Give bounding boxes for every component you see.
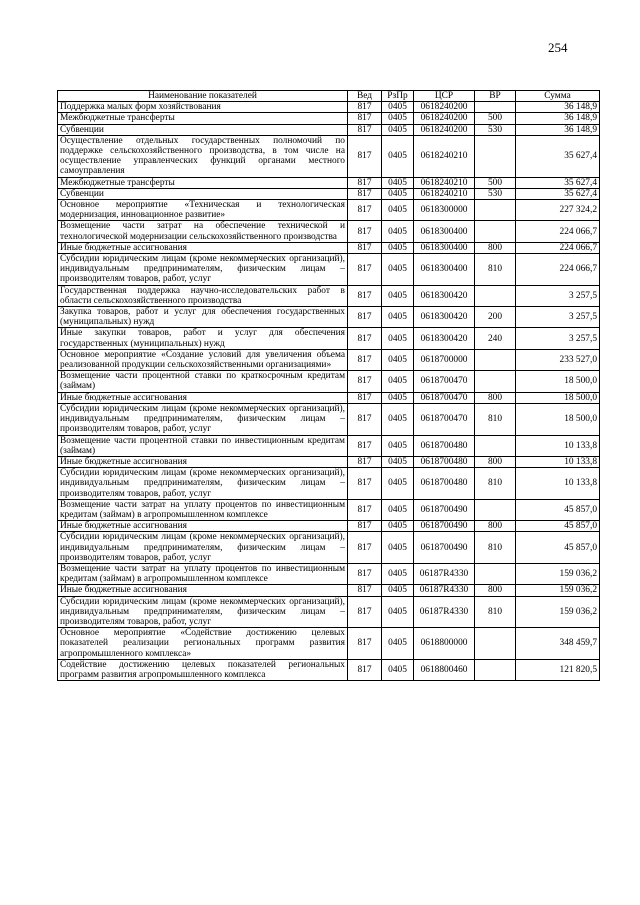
cell-csr: 0618240200: [414, 102, 475, 113]
table-row: [58, 254, 600, 286]
cell-name: Осуществление отдельных государственных полномочий по поддержке сельскохозяйственного производства, в том числе на осуществление управленческих функций органами местного самоуправления: [58, 135, 348, 177]
cell-vr: 810: [475, 254, 516, 286]
cell-csr: 0618700470: [414, 403, 475, 435]
cell-sum: 45 857,0: [516, 499, 600, 520]
cell-ved: 817: [348, 328, 382, 349]
cell-name: Возмещение части затрат на уплату процентов по инвестиционным кредитам (займам) в агропромышленном комплексе: [58, 563, 348, 584]
cell-rzpr: 0405: [382, 521, 414, 532]
cell-name: Возмещение части затрат на обеспечение технической и технологической модернизации сельскохозяйственного производства: [58, 221, 348, 242]
cell-csr: 0618300400: [414, 254, 475, 286]
cell-rzpr: 0405: [382, 285, 414, 306]
cell-vr: 500: [475, 177, 516, 188]
cell-name: Межбюджетные трансферты: [58, 113, 348, 124]
cell-ved: 817: [348, 628, 382, 660]
table-row: [58, 371, 600, 392]
cell-sum: 224 066,7: [516, 254, 600, 286]
table-row: [58, 328, 600, 349]
cell-rzpr: 0405: [382, 349, 414, 370]
col-header-sum: Сумма: [516, 91, 600, 102]
cell-rzpr: 0405: [382, 392, 414, 403]
budget-table: [57, 90, 600, 681]
table-row: [58, 200, 600, 221]
cell-rzpr: 0405: [382, 628, 414, 660]
cell-sum: 10 133,8: [516, 468, 600, 500]
table-row: [58, 221, 600, 242]
cell-vr: 810: [475, 596, 516, 628]
cell-rzpr: 0405: [382, 188, 414, 199]
cell-rzpr: 0405: [382, 371, 414, 392]
cell-name: Иные бюджетные ассигнования: [58, 242, 348, 253]
cell-sum: 348 459,7: [516, 628, 600, 660]
cell-csr: 0618700480: [414, 468, 475, 500]
cell-csr: 0618700470: [414, 392, 475, 403]
cell-ved: 817: [348, 585, 382, 596]
cell-rzpr: 0405: [382, 659, 414, 680]
cell-name: Основное мероприятие «Создание условий для увеличения объема реализованной продукции сельскохозяйственными организациями»: [58, 349, 348, 370]
table-row: [58, 435, 600, 456]
cell-vr: 800: [475, 392, 516, 403]
cell-csr: 0618240200: [414, 113, 475, 124]
cell-name: Субсидии юридическим лицам (кроме некоммерческих организаций), индивидуальным предпринимателям, физическим лицам – производителям товаров, работ, услуг: [58, 254, 348, 286]
cell-sum: 45 857,0: [516, 532, 600, 564]
cell-rzpr: 0405: [382, 499, 414, 520]
cell-csr: 0618700470: [414, 371, 475, 392]
cell-csr: 0618240210: [414, 177, 475, 188]
table-row: [58, 403, 600, 435]
cell-name: Возмещение части процентной ставки по инвестиционным кредитам (займам): [58, 435, 348, 456]
cell-ved: 817: [348, 563, 382, 584]
cell-ved: 817: [348, 532, 382, 564]
table-row: [58, 499, 600, 520]
cell-vr: [475, 102, 516, 113]
cell-vr: [475, 135, 516, 177]
cell-csr: 0618800460: [414, 659, 475, 680]
col-header-vr: ВР: [475, 91, 516, 102]
cell-ved: 817: [348, 221, 382, 242]
cell-vr: 810: [475, 403, 516, 435]
cell-vr: 530: [475, 188, 516, 199]
cell-sum: 36 148,9: [516, 102, 600, 113]
cell-csr: 0618700000: [414, 349, 475, 370]
cell-csr: 0618240210: [414, 135, 475, 177]
cell-vr: [475, 628, 516, 660]
cell-ved: 817: [348, 456, 382, 467]
cell-name: Поддержка малых форм хозяйствования: [58, 102, 348, 113]
cell-vr: [475, 499, 516, 520]
cell-csr: 0618700490: [414, 499, 475, 520]
cell-vr: [475, 349, 516, 370]
cell-csr: 0618240200: [414, 124, 475, 135]
cell-csr: 0618300420: [414, 328, 475, 349]
cell-rzpr: 0405: [382, 242, 414, 253]
cell-sum: 18 500,0: [516, 403, 600, 435]
cell-name: Возмещение части процентной ставки по краткосрочным кредитам (займам): [58, 371, 348, 392]
cell-ved: 817: [348, 499, 382, 520]
cell-sum: 10 133,8: [516, 435, 600, 456]
cell-sum: 227 324,2: [516, 200, 600, 221]
cell-ved: 817: [348, 521, 382, 532]
cell-name: Содействие достижению целевых показателей региональных программ развития агропромышленного комплекса: [58, 659, 348, 680]
cell-csr: 0618700490: [414, 532, 475, 564]
cell-name: Иные бюджетные ассигнования: [58, 521, 348, 532]
table-header-row: [58, 91, 600, 102]
cell-ved: 817: [348, 188, 382, 199]
table-row: [58, 188, 600, 199]
cell-rzpr: 0405: [382, 200, 414, 221]
cell-ved: 817: [348, 403, 382, 435]
table-row: [58, 628, 600, 660]
cell-sum: 36 148,9: [516, 113, 600, 124]
cell-name: Государственная поддержка научно-исследовательских работ в области сельскохозяйственного производства: [58, 285, 348, 306]
cell-ved: 817: [348, 102, 382, 113]
cell-ved: 817: [348, 435, 382, 456]
table-row: [58, 349, 600, 370]
cell-csr: 06187R4330: [414, 563, 475, 584]
cell-ved: 817: [348, 392, 382, 403]
cell-csr: 0618800000: [414, 628, 475, 660]
cell-vr: 800: [475, 242, 516, 253]
cell-name: Иные закупки товаров, работ и услуг для обеспечения государственных (муниципальных) нужд: [58, 328, 348, 349]
table-row: [58, 307, 600, 328]
table-row: [58, 135, 600, 177]
cell-sum: 233 527,0: [516, 349, 600, 370]
cell-vr: 800: [475, 585, 516, 596]
cell-vr: 800: [475, 456, 516, 467]
cell-csr: 0618700490: [414, 521, 475, 532]
table-row: [58, 285, 600, 306]
cell-sum: 224 066,7: [516, 242, 600, 253]
cell-name: Субсидии юридическим лицам (кроме некоммерческих организаций), индивидуальным предпринимателям, физическим лицам – производителям товаров, работ, услуг: [58, 596, 348, 628]
cell-rzpr: 0405: [382, 113, 414, 124]
cell-name: Межбюджетные трансферты: [58, 177, 348, 188]
cell-ved: 817: [348, 177, 382, 188]
cell-sum: 45 857,0: [516, 521, 600, 532]
cell-sum: 224 066,7: [516, 221, 600, 242]
cell-ved: 817: [348, 200, 382, 221]
cell-name: Субсидии юридическим лицам (кроме некоммерческих организаций), индивидуальным предпринимателям, физическим лицам – производителям товаров, работ, услуг: [58, 532, 348, 564]
cell-sum: 3 257,5: [516, 307, 600, 328]
cell-rzpr: 0405: [382, 307, 414, 328]
col-header-rzpr: РзПр: [382, 91, 414, 102]
cell-vr: [475, 659, 516, 680]
table-row: [58, 468, 600, 500]
cell-sum: 18 500,0: [516, 392, 600, 403]
table-row: [58, 585, 600, 596]
cell-rzpr: 0405: [382, 596, 414, 628]
cell-vr: 810: [475, 532, 516, 564]
cell-sum: 3 257,5: [516, 328, 600, 349]
cell-rzpr: 0405: [382, 532, 414, 564]
cell-csr: 0618700480: [414, 456, 475, 467]
table-row: [58, 659, 600, 680]
table-row: [58, 456, 600, 467]
cell-sum: 35 627,4: [516, 188, 600, 199]
col-header-csr: ЦСР: [414, 91, 475, 102]
cell-rzpr: 0405: [382, 254, 414, 286]
cell-csr: 0618300400: [414, 221, 475, 242]
cell-sum: 159 036,2: [516, 596, 600, 628]
cell-vr: [475, 221, 516, 242]
cell-csr: 06187R4330: [414, 596, 475, 628]
cell-name: Субвенции: [58, 124, 348, 135]
cell-ved: 817: [348, 135, 382, 177]
table-row: [58, 242, 600, 253]
cell-vr: 530: [475, 124, 516, 135]
cell-csr: 06187R4330: [414, 585, 475, 596]
cell-csr: 0618240210: [414, 188, 475, 199]
cell-rzpr: 0405: [382, 177, 414, 188]
cell-sum: 159 036,2: [516, 585, 600, 596]
table-row: [58, 102, 600, 113]
table-row: [58, 113, 600, 124]
cell-rzpr: 0405: [382, 468, 414, 500]
cell-rzpr: 0405: [382, 124, 414, 135]
cell-rzpr: 0405: [382, 435, 414, 456]
cell-name: Закупка товаров, работ и услуг для обеспечения государственных (муниципальных) нужд: [58, 307, 348, 328]
table-body: [58, 102, 600, 681]
col-header-ved: Вед: [348, 91, 382, 102]
cell-vr: [475, 285, 516, 306]
cell-ved: 817: [348, 371, 382, 392]
cell-name: Иные бюджетные ассигнования: [58, 392, 348, 403]
cell-csr: 0618300420: [414, 285, 475, 306]
cell-ved: 817: [348, 124, 382, 135]
cell-rzpr: 0405: [382, 563, 414, 584]
cell-csr: 0618300000: [414, 200, 475, 221]
cell-sum: 35 627,4: [516, 135, 600, 177]
table-row: [58, 177, 600, 188]
cell-name: Возмещение части затрат на уплату процентов по инвестиционным кредитам (займам) в агропромышленном комплексе: [58, 499, 348, 520]
page-number: 254: [548, 40, 568, 55]
table-row: [58, 563, 600, 584]
cell-name: Субсидии юридическим лицам (кроме некоммерческих организаций), индивидуальным предпринимателям, физическим лицам – производителям товаров, работ, услуг: [58, 468, 348, 500]
cell-rzpr: 0405: [382, 328, 414, 349]
cell-rzpr: 0405: [382, 221, 414, 242]
cell-vr: 810: [475, 468, 516, 500]
cell-vr: [475, 435, 516, 456]
cell-rzpr: 0405: [382, 102, 414, 113]
cell-name: Основное мероприятие «Содействие достижению целевых показателей реализации региональных программ развития агропромышленного комплекса»: [58, 628, 348, 660]
table-row: [58, 124, 600, 135]
cell-rzpr: 0405: [382, 403, 414, 435]
cell-sum: 121 820,5: [516, 659, 600, 680]
table-row: [58, 521, 600, 532]
col-header-name: Наименование показателей: [58, 91, 348, 102]
cell-sum: 36 148,9: [516, 124, 600, 135]
cell-sum: 10 133,8: [516, 456, 600, 467]
cell-vr: 200: [475, 307, 516, 328]
table-row: [58, 532, 600, 564]
cell-vr: 500: [475, 113, 516, 124]
cell-csr: 0618700480: [414, 435, 475, 456]
cell-rzpr: 0405: [382, 456, 414, 467]
table-row: [58, 392, 600, 403]
cell-name: Иные бюджетные ассигнования: [58, 585, 348, 596]
cell-ved: 817: [348, 285, 382, 306]
cell-vr: [475, 563, 516, 584]
cell-csr: 0618300420: [414, 307, 475, 328]
table-row: [58, 596, 600, 628]
cell-sum: 35 627,4: [516, 177, 600, 188]
cell-name: Субвенции: [58, 188, 348, 199]
cell-sum: 18 500,0: [516, 371, 600, 392]
cell-rzpr: 0405: [382, 135, 414, 177]
cell-ved: 817: [348, 254, 382, 286]
cell-ved: 817: [348, 349, 382, 370]
cell-ved: 817: [348, 242, 382, 253]
cell-vr: [475, 371, 516, 392]
cell-csr: 0618300400: [414, 242, 475, 253]
cell-sum: 3 257,5: [516, 285, 600, 306]
cell-name: Основное мероприятие «Техническая и технологическая модернизация, инновационное развитие»: [58, 200, 348, 221]
cell-vr: [475, 200, 516, 221]
cell-vr: 800: [475, 521, 516, 532]
cell-ved: 817: [348, 659, 382, 680]
cell-name: Иные бюджетные ассигнования: [58, 456, 348, 467]
cell-ved: 817: [348, 468, 382, 500]
cell-name: Субсидии юридическим лицам (кроме некоммерческих организаций), индивидуальным предпринимателям, физическим лицам – производителям товаров, работ, услуг: [58, 403, 348, 435]
cell-rzpr: 0405: [382, 585, 414, 596]
cell-ved: 817: [348, 113, 382, 124]
cell-vr: 240: [475, 328, 516, 349]
cell-ved: 817: [348, 307, 382, 328]
cell-ved: 817: [348, 596, 382, 628]
cell-sum: 159 036,2: [516, 563, 600, 584]
